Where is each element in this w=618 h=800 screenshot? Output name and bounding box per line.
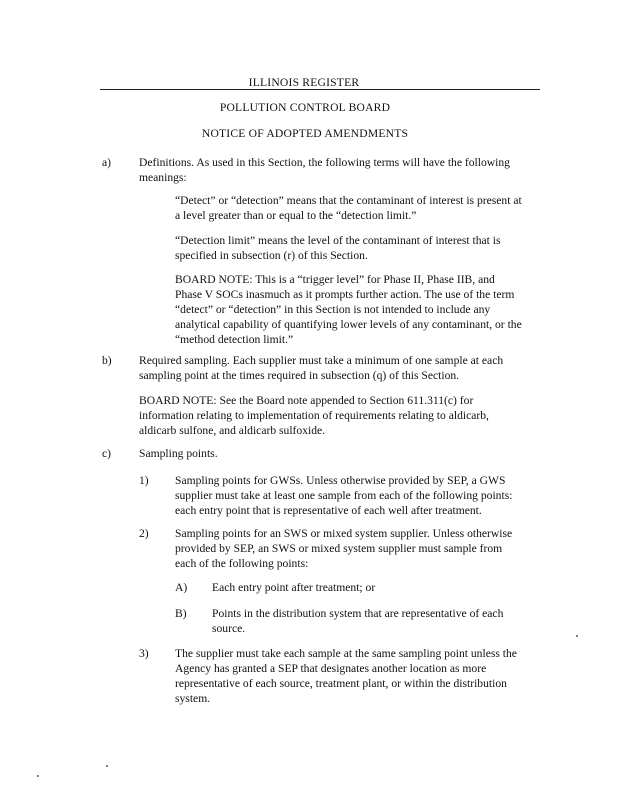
- scan-speck: [37, 775, 39, 777]
- item-3-label: 3): [139, 647, 149, 660]
- text-line: specified in subsection (r) of this Section.: [175, 249, 368, 262]
- text-line: “Detection limit” means the level of the contaminant of interest that is: [175, 234, 501, 247]
- section-b-label: b): [102, 354, 112, 367]
- text-line: BOARD NOTE: See the Board note appended to Section 611.311(c) for: [139, 394, 474, 407]
- text-line: Required sampling. Each supplier must take a minimum of one sample at each: [139, 354, 504, 367]
- section-a-label: a): [102, 156, 112, 169]
- text-line: Definitions. As used in this Section, the following terms will have the following: [139, 156, 510, 169]
- item-3-text: [175, 646, 517, 706]
- text-line: Phase V SOCs inasmuch as it prompts further action. The use of the term: [175, 288, 515, 301]
- register-title: ILLINOIS REGISTER: [248, 76, 360, 89]
- text-line: supplier must take at least one sample from each of the following points:: [175, 489, 513, 502]
- detect-definition: [175, 193, 522, 223]
- scan-speck: [576, 635, 578, 637]
- text-line: Points in the distribution system that are representative of each: [212, 607, 504, 620]
- board-note-a: [175, 272, 522, 347]
- text-line: “method detection limit.”: [175, 333, 294, 346]
- text-line: meanings:: [139, 171, 187, 184]
- sub-item-b-label: B): [175, 607, 187, 620]
- text-line: analytical capability of quantifying lower levels of any contaminant, or the: [175, 318, 522, 331]
- item-1-text: [175, 473, 512, 518]
- section-a-text: [139, 155, 510, 185]
- board-title: POLLUTION CONTROL BOARD: [219, 101, 391, 114]
- text-line: sampling point at the times required in subsection (q) of this Section.: [139, 369, 460, 382]
- scan-speck: [106, 765, 108, 767]
- section-c-title: [139, 446, 218, 461]
- sub-item-b-text: [212, 606, 503, 636]
- item-1-label: 1): [139, 474, 149, 487]
- text-line: Sampling points for an SWS or mixed system supplier. Unless otherwise: [175, 527, 513, 540]
- text-line: information relating to implementation of requirements relating to aldicarb,: [139, 409, 489, 422]
- text-line: each of the following points:: [175, 557, 309, 570]
- item-2-label: 2): [139, 527, 149, 540]
- notice-title: NOTICE OF ADOPTED AMENDMENTS: [201, 127, 409, 140]
- text-line: The supplier must take each sample at the same sampling point unless the: [175, 647, 517, 660]
- text-line: BOARD NOTE: This is a “trigger level” for Phase II, Phase IIB, and: [175, 273, 495, 286]
- text-line: Sampling points.: [139, 447, 218, 460]
- text-line: representative of each source, treatment plant, or within the distribution: [175, 677, 507, 690]
- sub-item-a-label: A): [175, 581, 188, 594]
- text-line: each entry point that is representative of each well after treatment.: [175, 504, 482, 517]
- item-2-text: [175, 526, 512, 571]
- detection-limit-definition: [175, 233, 501, 263]
- text-line: Agency has granted a SEP that designates another location as more: [175, 662, 487, 675]
- text-line: Sampling points for GWSs. Unless otherwise provided by SEP, a GWS: [175, 474, 506, 487]
- sub-item-a-text: [212, 580, 375, 595]
- text-line: a level greater than or equal to the “detection limit.”: [175, 209, 417, 222]
- header-rule: [100, 89, 540, 90]
- text-line: Each entry point after treatment; or: [212, 581, 376, 594]
- text-line: source.: [212, 622, 246, 635]
- text-line: system.: [175, 692, 211, 705]
- text-line: aldicarb sulfone, and aldicarb sulfoxide.: [139, 424, 326, 437]
- text-line: provided by SEP, an SWS or mixed system supplier must sample from: [175, 542, 503, 555]
- text-line: “detect” or “detection” in this Section is not intended to include any: [175, 303, 491, 316]
- text-line: “Detect” or “detection” means that the contaminant of interest is present at: [175, 194, 522, 207]
- section-c-label: c): [102, 447, 112, 460]
- board-note-b: [139, 393, 489, 438]
- section-b-text: [139, 353, 503, 383]
